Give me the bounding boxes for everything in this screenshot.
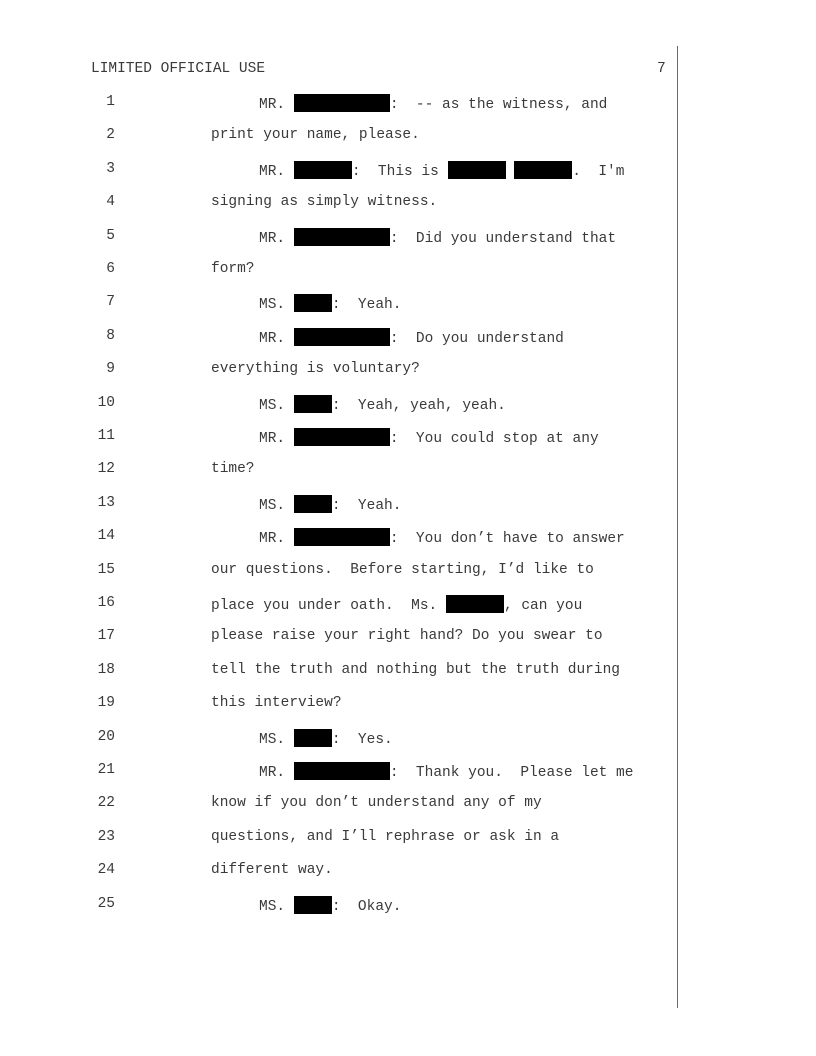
line-text: MR. — [259, 230, 294, 247]
continuation-line — [211, 595, 582, 614]
speaker-line — [259, 729, 393, 748]
continuation-line — [211, 194, 437, 210]
line-text: : This is — [351, 163, 448, 180]
line-number: 6 — [106, 261, 115, 277]
line-number: 15 — [97, 561, 115, 578]
line-text: tell the truth and nothing but the truth during — [211, 661, 620, 678]
continuation-line — [211, 829, 559, 845]
line-text: everything is voluntary? — [211, 361, 420, 378]
speaker-line — [259, 328, 564, 347]
line-text: form? — [211, 261, 255, 277]
line-text: MS. — [259, 397, 294, 414]
continuation-line — [211, 127, 420, 143]
redaction-box — [294, 328, 390, 346]
line-text — [506, 164, 515, 180]
speaker-line — [259, 161, 624, 180]
redaction-box — [294, 428, 390, 446]
line-text: signing as simply witness. — [211, 194, 438, 211]
line-number: 12 — [97, 461, 115, 478]
line-text: : Thank you. Please let me — [389, 765, 634, 781]
speaker-line — [259, 428, 599, 447]
redaction-box — [446, 595, 504, 613]
line-text: time? — [211, 461, 255, 478]
line-number: 7 — [106, 294, 115, 311]
line-number: 11 — [97, 428, 115, 444]
line-text: : Yes. — [331, 731, 393, 748]
speaker-line — [259, 528, 625, 547]
line-text: . I'm — [572, 163, 625, 180]
line-text: MS. — [259, 898, 294, 915]
line-text: : Yeah. — [331, 297, 402, 314]
redaction-box — [294, 495, 332, 513]
speaker-line — [259, 228, 616, 247]
redaction-box — [294, 729, 332, 747]
line-text: MR. — [259, 431, 294, 447]
line-number: 20 — [97, 728, 115, 745]
continuation-line — [211, 361, 420, 377]
redaction-box — [514, 161, 572, 179]
line-number: 4 — [106, 194, 115, 211]
line-number: 10 — [97, 394, 115, 411]
continuation-line — [211, 628, 603, 644]
line-text: this interview? — [211, 695, 342, 712]
line-text: questions, and I’ll rephrase or ask in a — [211, 828, 560, 845]
line-text: MS. — [259, 731, 294, 748]
line-text: MR. — [259, 531, 294, 548]
line-text: know if you don’t understand any of my — [211, 795, 542, 812]
continuation-line — [211, 695, 342, 711]
line-number: 16 — [97, 595, 115, 611]
line-number: 23 — [97, 828, 115, 845]
line-text: : Yeah. — [331, 497, 402, 514]
line-text: place you under oath. Ms. — [211, 598, 446, 614]
line-number: 14 — [97, 528, 115, 545]
line-text: different way. — [211, 862, 333, 879]
line-number: 3 — [106, 160, 115, 177]
line-text: , can you — [503, 598, 583, 614]
line-text: MR. — [259, 97, 294, 113]
line-number: 18 — [97, 661, 115, 678]
speaker-line — [259, 94, 607, 113]
redaction-box — [294, 94, 390, 112]
line-text: : Do you understand — [389, 330, 564, 347]
redaction-box — [294, 528, 390, 546]
speaker-line — [259, 896, 401, 915]
speaker-line — [259, 762, 633, 781]
line-number: 17 — [97, 628, 115, 645]
right-margin-rule — [677, 46, 678, 1008]
continuation-line — [211, 662, 620, 678]
continuation-line — [211, 562, 594, 578]
line-text: our questions. Before starting, I’d like to — [211, 561, 594, 578]
line-number: 19 — [97, 695, 115, 712]
line-number: 22 — [97, 795, 115, 812]
line-number: 9 — [106, 361, 115, 378]
line-number: 2 — [106, 127, 115, 144]
line-text: MR. — [259, 765, 294, 781]
continuation-line — [211, 261, 255, 277]
line-text: : Okay. — [331, 898, 402, 915]
line-number: 21 — [97, 762, 115, 778]
line-number: 25 — [97, 895, 115, 912]
redaction-box — [448, 161, 506, 179]
line-number: 1 — [106, 94, 115, 110]
speaker-line — [259, 495, 401, 514]
line-text: MS. — [259, 297, 294, 314]
line-text: : Yeah, yeah, yeah. — [331, 397, 506, 414]
line-number: 13 — [97, 494, 115, 511]
page-number: 7 — [657, 61, 666, 77]
line-text: MS. — [259, 497, 294, 514]
line-text: please raise your right hand? Do you swear to — [211, 628, 603, 645]
line-text: : Did you understand that — [389, 230, 617, 247]
line-text: : You don’t have to answer — [389, 531, 625, 548]
redaction-box — [294, 762, 390, 780]
speaker-line — [259, 395, 506, 414]
line-text: print your name, please. — [211, 127, 420, 144]
line-text: MR. — [259, 163, 294, 180]
line-text: : You could stop at any — [389, 431, 599, 447]
line-text: : -- as the witness, and — [389, 97, 608, 113]
continuation-line — [211, 795, 542, 811]
continuation-line — [211, 862, 333, 878]
classification-header: LIMITED OFFICIAL USE — [91, 61, 266, 77]
redaction-box — [294, 161, 352, 179]
redaction-box — [294, 395, 332, 413]
line-number: 5 — [106, 227, 115, 244]
line-text: MR. — [259, 330, 294, 347]
redaction-box — [294, 228, 390, 246]
continuation-line — [211, 461, 255, 477]
speaker-line — [259, 294, 401, 313]
redaction-box — [294, 896, 332, 914]
line-number: 24 — [97, 862, 115, 879]
redaction-box — [294, 294, 332, 312]
line-number: 8 — [106, 327, 115, 344]
